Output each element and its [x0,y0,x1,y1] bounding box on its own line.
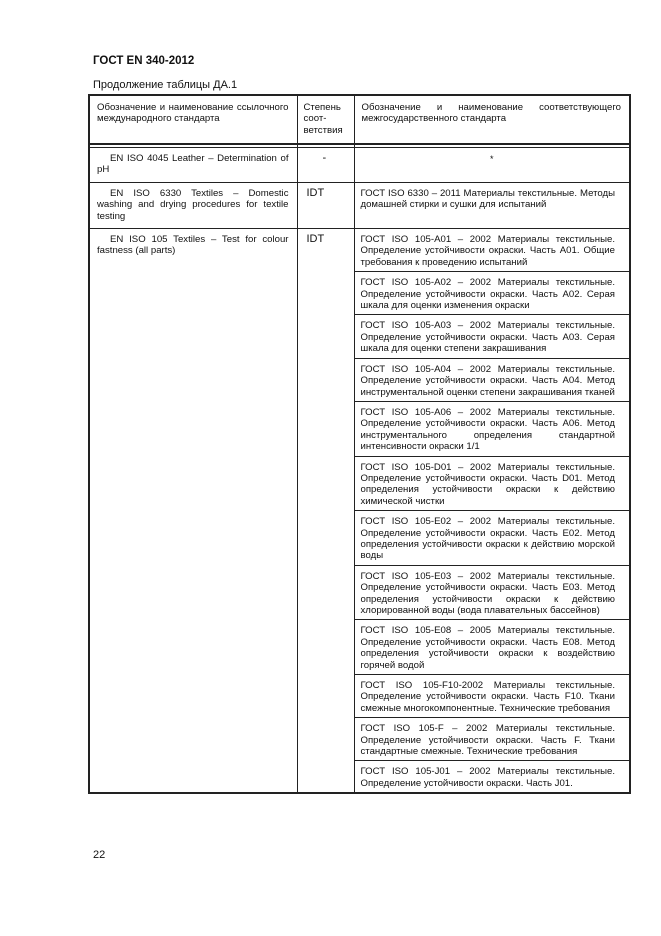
column-header-reference: Обозначение и наименование ссылочного международного стандарта [89,95,297,144]
national-standard-entry: ГОСТ ISO 105-E08 – 2005 Материалы текстильные. Определение устойчивости окраски. Часть E08. Метод определения устойчивости окраски к воздействию горячей водой [355,620,630,675]
national-cell [354,148,630,183]
not-available-mark: * [489,154,494,164]
national-standard-entry: ГОСТ ISO 105-E03 – 2002 Материалы текстильные. Определение устойчивости окраски. Часть E03. Метод определения устойчивости окраски к действию хлорированной воды (вода плавательных бассейнов) [355,566,630,621]
degree-cell: - [297,148,354,183]
national-standard-entry: ГОСТ ISO 105-A06 – 2002 Материалы текстильные. Определение устойчивости окраски. Часть A06. Метод инструментального определения стандартной интенсивности окраски 1/1 [355,402,630,457]
national-cell [354,182,630,228]
national-standard-entry: ГОСТ ISO 105-J01 – 2002 Материалы текстильные. Определение устойчивости окраски. Часть J01. [360,766,615,789]
reference-cell: EN ISO 105 Textiles – Test for colour fastness (all parts) [89,229,297,794]
national-standard-entry: ГОСТ ISO 105-A04 – 2002 Материалы текстильные. Определение устойчивости окраски. Часть A04. Метод инструментальной оценки степени закрашивания тканей [355,359,630,402]
table-row [89,229,630,794]
table-caption: Продолжение таблицы ДА.1 [93,79,238,91]
national-standard-entry: ГОСТ ISO 6330 – 2011 Материалы текстильные. Методы домашней стирки и сушки для испытаний [360,187,615,211]
national-standard-entry: ГОСТ ISO 105-A02 – 2002 Материалы текстильные. Определение устойчивости окраски. Часть A02. Серая шкала для оценки изменения окраски [355,272,630,315]
national-standard-entry: ГОСТ ISO 105-A01 – 2002 Материалы текстильные. Определение устойчивости окраски. Часть A01. Общие требования к проведению испытаний [355,229,630,272]
document-code: ГОСТ EN 340-2012 [93,55,195,67]
page-number: 22 [93,849,106,861]
reference-cell: EN ISO 6330 Textiles – Domestic washing and drying procedures for textile testing [89,182,297,228]
table-row [89,148,630,183]
national-standard-entry: ГОСТ ISO 105-D01 – 2002 Материалы текстильные. Определение устойчивости окраски. Часть D01. Метод определения устойчивости окраски к действию химической чистки [355,457,630,512]
reference-cell: EN ISO 4045 Leather – Determination of pH [89,148,297,183]
table-header-row [89,95,630,144]
column-header-national: Обозначение и наименование соответствующего межгосударственного стандарта [354,95,630,144]
national-standard-entry: ГОСТ ISO 105-A03 – 2002 Материалы текстильные. Определение устойчивости окраски. Часть A03. Серая шкала для оценки степени закрашивания [355,315,630,358]
national-standard-entry: ГОСТ ISO 105-E02 – 2002 Материалы текстильные. Определение устойчивости окраски. Часть E02. Метод определения устойчивости окраски к действию морской воды [355,511,630,566]
degree-cell: IDT [297,182,354,228]
standards-table [88,94,631,794]
degree-cell: IDT [297,229,354,794]
national-standard-entry: ГОСТ ISO 105-F10-2002 Материалы текстильные. Определение устойчивости окраски. Часть F10. Ткани смежные многокомпонентные. Технические требования [355,675,630,718]
national-standard-entry: ГОСТ ISO 105-F – 2002 Материалы текстильные. Определение устойчивости окраски. Часть F. Ткани стандартные смежные. Технические требования [355,718,630,761]
column-header-degree: Степень соот-ветствия [297,95,354,144]
table-row [89,182,630,228]
national-cell [354,229,630,794]
